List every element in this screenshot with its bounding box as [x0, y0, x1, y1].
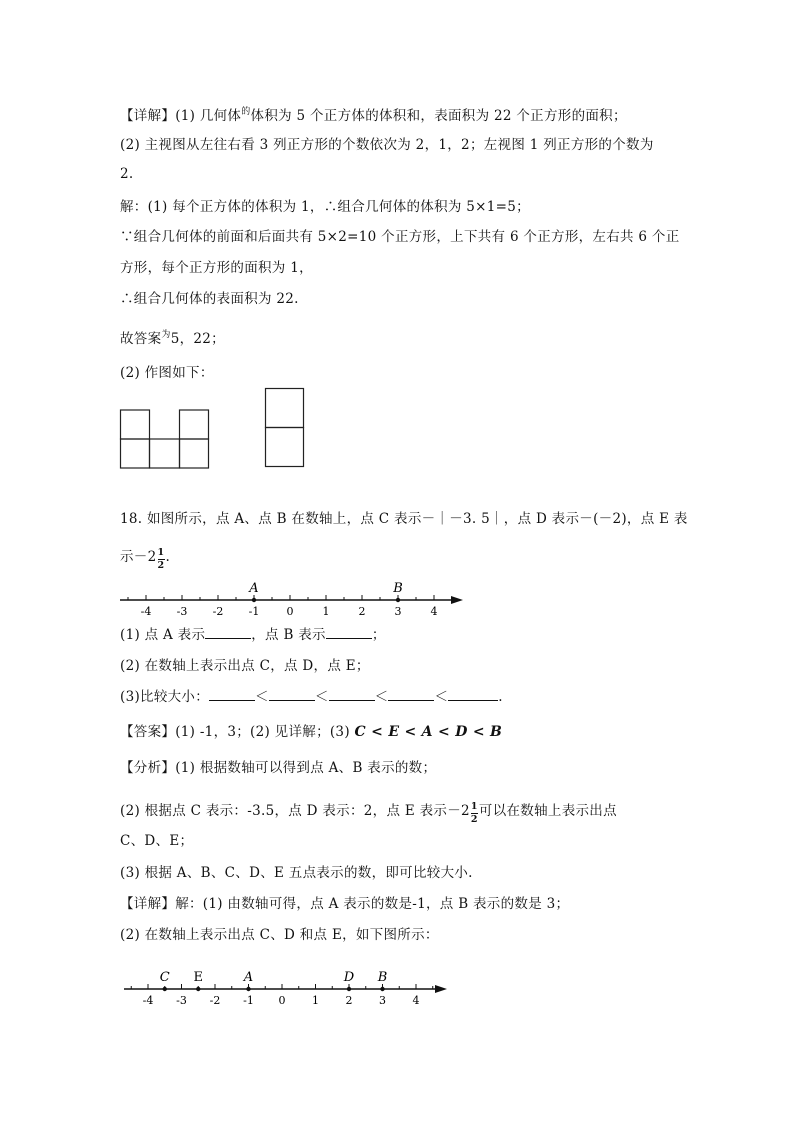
- answer-blank-b[interactable]: [326, 626, 372, 639]
- tick-label: -2: [212, 605, 224, 618]
- detail-tag-2: 【详解】: [120, 896, 176, 912]
- q17-draw-line: (2) 作图如下：: [120, 365, 214, 381]
- detail-tag: 【详解】: [120, 108, 176, 124]
- tick-label: -1: [243, 994, 254, 1007]
- tick-label: 2: [345, 994, 353, 1007]
- tick-label: -4: [142, 994, 154, 1007]
- point-c-dot: [163, 987, 167, 991]
- tick-label: 3: [379, 994, 386, 1007]
- answer-blank-a[interactable]: [205, 626, 251, 639]
- q17-detail-line3: 2.: [120, 166, 134, 182]
- q18-answer: 【答案】(1) -1，3；(2) 见详解；(3) C < E < A < D < B: [120, 724, 503, 740]
- tick-label: 1: [312, 994, 319, 1007]
- tick-label: 0: [278, 994, 286, 1007]
- point-a-label: A: [243, 970, 254, 985]
- q17-solution-line4: ∴组合几何体的表面积为 22.: [120, 291, 299, 307]
- point-a-label: A: [249, 581, 259, 596]
- point-d-label: D: [343, 970, 355, 985]
- q17-solution-line3: 方形，每个正方形的面积为 1，: [120, 260, 313, 276]
- q18-part1: (1) 点 A 表示 ，点 B 表示 ；: [120, 627, 386, 643]
- axis-arrow: [451, 596, 463, 604]
- q18-part3: (3)比较大小： ＜ ＜ ＜ ＜ .: [120, 689, 503, 705]
- compare-blank-5[interactable]: [448, 688, 498, 701]
- point-e-dot: [196, 987, 200, 991]
- point-d-dot: [347, 987, 351, 991]
- number-line-1: [120, 572, 470, 618]
- point-b-label: B: [393, 581, 403, 596]
- front-view-figure: [120, 409, 212, 471]
- answer-tag: 【答案】: [120, 724, 176, 740]
- tick-label: 4: [430, 605, 438, 618]
- q18-detail-line2: (2) 在数轴上表示出点 C、D 和点 E，如下图所示：: [120, 927, 439, 943]
- axis-arrow: [435, 985, 447, 993]
- tick-label: 3: [394, 605, 402, 618]
- point-b-dot: [396, 598, 400, 602]
- tick-label: -1: [248, 605, 260, 618]
- number-line-2: [124, 962, 454, 1008]
- tick-label: -2: [209, 994, 221, 1007]
- point-c-label: C: [159, 970, 170, 985]
- q18-analysis-line3: C、D、E；: [120, 833, 194, 849]
- compare-blank-1[interactable]: [209, 688, 255, 701]
- fraction-one-half: $\frac{1}{2}$: [157, 547, 165, 571]
- compare-blank-2[interactable]: [269, 688, 315, 701]
- analysis-tag: 【分析】: [120, 760, 176, 776]
- q17-answer-line: 故答案$^为$5，22；: [120, 330, 225, 347]
- compare-blank-3[interactable]: [329, 688, 375, 701]
- tick-label: -3: [176, 994, 187, 1007]
- q17-solution-line1: 解：(1) 每个正方体的体积为 1，∴组合几何体的体积为 5×1=5；: [120, 199, 530, 215]
- q18-analysis-line4: (3) 根据 A、B、C、D、E 五点表示的数，即可比较大小.: [120, 865, 473, 881]
- q18-analysis-line2: (2) 根据点 C 表示：-3.5，点 D 表示：2，点 E 表示－2 $\frac{1}{2}$ 可以在数轴上表示出点: [120, 801, 617, 825]
- q17-solution-line2: ∵组合几何体的前面和后面共有 5×2=10 个正方形，上下共有 6 个正方形，左右共 6 个正: [120, 229, 680, 245]
- left-view-figure: [265, 388, 307, 470]
- compare-blank-4[interactable]: [388, 688, 434, 701]
- tick-label: 2: [358, 605, 366, 618]
- answer-inequality: C < E < A < D < B: [354, 724, 503, 740]
- point-b-label: B: [377, 970, 388, 985]
- point-a-dot: [246, 987, 250, 991]
- tick-label: -4: [140, 605, 152, 618]
- fraction-one-half-2: $\frac{1}{2}$: [470, 801, 478, 825]
- point-e-label: E: [193, 970, 203, 985]
- point-a-dot: [252, 598, 256, 602]
- tick-label: 0: [286, 605, 294, 618]
- q18-stem-line1: 18. 如图所示，点 A、点 B 在数轴上，点 C 表示－｜－3. 5｜，点 D 表示－(－2)，点 E 表: [120, 511, 688, 527]
- q18-analysis-line1: 【分析】(1) 根据数轴可以得到点 A、B 表示的数；: [120, 760, 437, 776]
- q18-part2: (2) 在数轴上表示出点 C，点 D，点 E；: [120, 658, 370, 674]
- q17-detail-line2: (2) 主视图从左往右看 3 列正方形的个数依次为 2，1，2；左视图 1 列正方形的个数为: [120, 137, 654, 153]
- tick-label: 4: [412, 994, 420, 1007]
- point-b-dot: [380, 987, 384, 991]
- q18-stem-line2: 示－2 $\frac{1}{2}$ .: [120, 547, 171, 571]
- tick-label: -3: [176, 605, 188, 618]
- q18-detail-line1: 【详解】解：(1) 由数轴可得，点 A 表示的数是-1，点 B 表示的数是 3；: [120, 896, 570, 912]
- q17-detail-line1: 【详解】(1) 几何体$^的$体积为 5 个正方体的体积和，表面积为 22 个正方形的面积；: [120, 107, 627, 124]
- tick-label: 1: [322, 605, 330, 618]
